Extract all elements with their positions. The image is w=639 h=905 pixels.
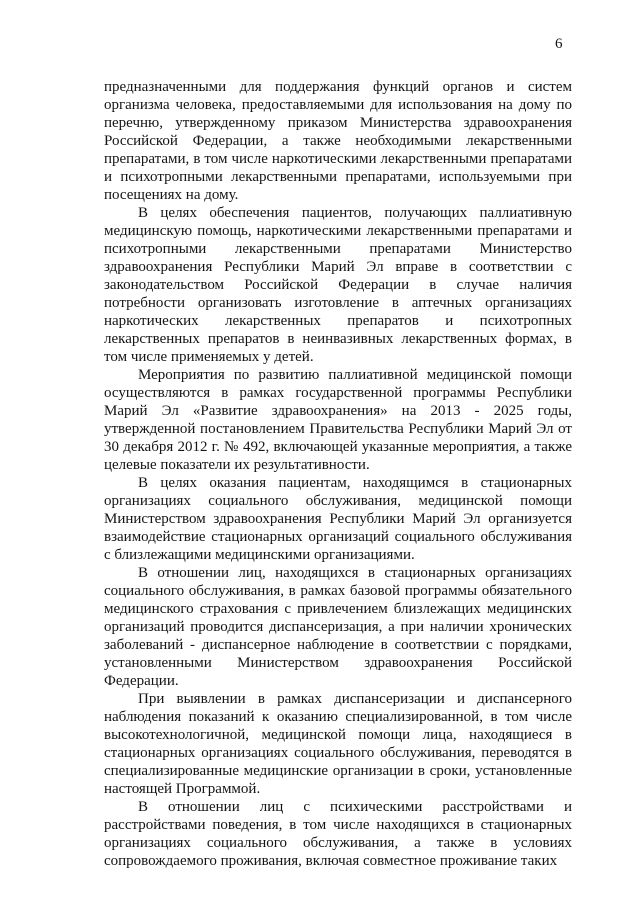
paragraph-6: При выявлении в рамках диспансеризации и диспансерного наблюдения показаний к оказанию специализированной, в том числе высокотехнологичной, медицинской помощи лица, находящиеся в стационарных организациях социального обслуживания, переводятся в специализированные медицинские организации в сроки, установленные настоящей Программой. [104,691,572,797]
paragraph-1: предназначенными для поддержания функций органов и систем организма человека, предоставляемыми для использования на дому по перечню, утвержденному приказом Министерства здравоохранения Российской Федерации, а также необходимыми лекарственными препаратами, в том числе наркотическими лекарственными препаратами и психотропными лекарственными препаратами, используемыми при посещениях на дому. [104,79,572,203]
paragraph-4: В целях оказания пациентам, находящимся в стационарных организациях социального обслуживания, медицинской помощи Министерством здравоохранения Республики Марий Эл организуется взаимодействие стационарных организаций социального обслуживания с близлежащими медицинскими организациями. [104,475,572,563]
paragraph-7: В отношении лиц с психическими расстройствами и расстройствами поведения, в том числе находящихся в стационарных организациях социального обслуживания, а также в условиях сопровождаемого проживания, включая совместное проживание таких [104,799,572,869]
paragraph-3: Мероприятия по развитию паллиативной медицинской помощи осуществляются в рамках государственной программы Республики Марий Эл «Развитие здравоохранения» на 2013 - 2025 годы, утвержденной постановлением Правительства Республики Марий Эл от 30 декабря 2012 г. № 492, включающей указанные мероприятия, а также целевые показатели их результативности. [104,367,572,473]
paragraph-2: В целях обеспечения пациентов, получающих паллиативную медицинскую помощь, наркотическими лекарственными препаратами и психотропными лекарственными препаратами Министерство здравоохранения Республики Марий Эл вправе в соответствии с законодательством Российской Федерации в случае наличия потребности организовать изготовление в аптечных организациях наркотических лекарственных препаратов и психотропных лекарственных препаратов в неинвазивных лекарственных формах, в том числе применяемых у детей. [104,205,572,365]
paragraph-5: В отношении лиц, находящихся в стационарных организациях социального обслуживания, в рамках базовой программы обязательного медицинского страхования с привлечением близлежащих медицинских организаций проводится диспансеризация, а при наличии хронических заболеваний - диспансерное наблюдение в соответствии с порядками, установленными Министерством здравоохранения Российской Федерации. [104,565,572,689]
document-body [104,78,572,870]
page-number: 6 [555,36,563,52]
